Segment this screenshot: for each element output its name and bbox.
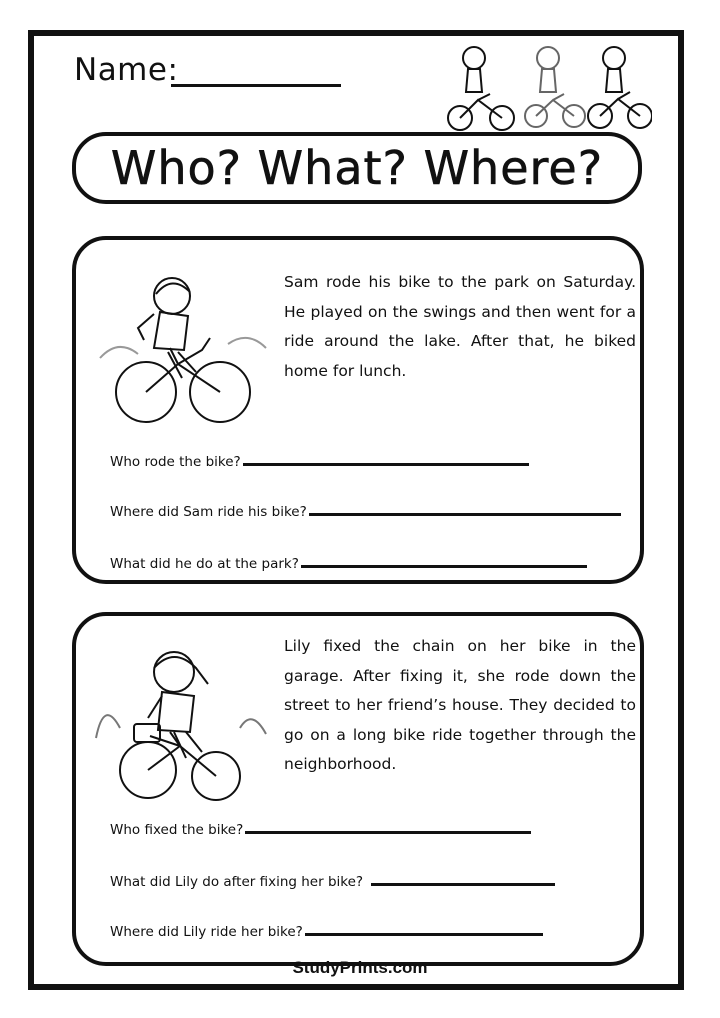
question-row [110,504,621,520]
story-text: Sam rode his bike to the park on Saturday. He played on the swings and then went for a ride around the lake. After that, he biked home for lunch. [284,273,636,380]
question-row [110,454,529,470]
answer-line[interactable] [243,463,529,466]
answer-line[interactable] [305,933,543,936]
question-label: What did he do at the park? [110,556,299,572]
question-row [110,874,555,890]
page-title: Who? What? Where? [110,141,604,195]
boy-on-bike-icon [98,268,268,428]
answer-line[interactable] [371,883,555,886]
question-label: Who fixed the bike? [110,822,244,838]
name-label: Name: [74,52,179,88]
question-label: What did Lily do after fixing her bike? [110,874,364,890]
story-card-2 [72,612,644,966]
kids-on-bikes-icon [440,42,652,134]
answer-line[interactable] [309,513,621,516]
answer-line[interactable] [245,831,531,834]
name-write-line[interactable] [171,84,341,87]
question-label: Where did Sam ride his bike? [110,504,307,520]
story-card-1 [72,236,644,584]
question-row [110,822,531,838]
question-row [110,556,587,572]
question-label: Who rode the bike? [110,454,241,470]
footer-credit: StudyPrints.com [292,958,428,977]
question-label: Where did Lily ride her bike? [110,924,303,940]
story-text: Lily fixed the chain on her bike in the garage. After fixing it, she rode down the street to her friend’s house. They decided to go on a long bike ride together through the neighborhood. [284,637,636,773]
girl-on-bike-icon [90,638,270,806]
question-row [110,924,543,940]
title-banner [72,132,642,204]
answer-line[interactable] [301,565,587,568]
